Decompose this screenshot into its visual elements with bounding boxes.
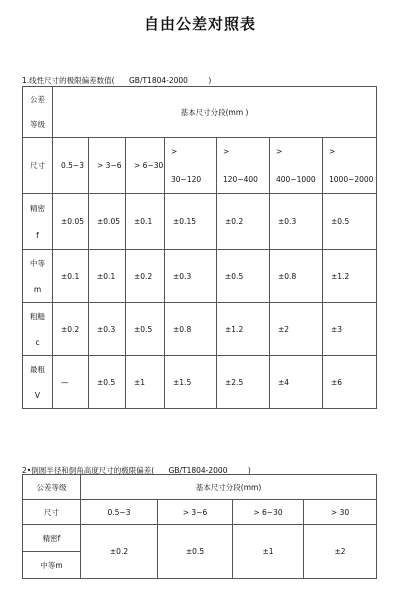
grade-cell (23, 194, 53, 250)
tolerance-value-cell: ±0.05 (53, 194, 89, 250)
size-cell (323, 138, 377, 194)
size-cell: > 30 (304, 500, 377, 525)
size-cell (270, 138, 323, 194)
size-prefix: > (223, 147, 230, 157)
tolerance-value-cell: ±0.2 (53, 303, 89, 356)
size-cell: > 6~30 (233, 500, 304, 525)
size-cell (53, 138, 89, 194)
tolerance-value-cell: ±0.5 (126, 303, 165, 356)
value-cell: ±0.2 (81, 525, 158, 579)
grade-name: 中等 (30, 259, 45, 268)
grade-name: 精密 (30, 203, 45, 213)
tolerance-value-cell: ±0.5 (217, 250, 270, 303)
range-header-cell: 基本尺寸分段(mm) (81, 475, 377, 500)
size-cell (89, 138, 126, 194)
size-cell (165, 138, 217, 194)
size-value: > 6~30 (134, 161, 164, 170)
tolerance-value-cell: ±0.3 (89, 303, 126, 356)
value-cell: ±2 (304, 525, 377, 579)
grade-header-cell (23, 87, 53, 138)
table1-size-row (23, 138, 377, 194)
section1-standard: GB/T1804-2000 (128, 76, 188, 85)
size-value: 400~1000 (276, 174, 316, 184)
grade-cell (23, 356, 53, 409)
table2-header-row (23, 475, 377, 500)
size-prefix: > (171, 147, 178, 157)
tolerance-value-cell: ±1 (126, 356, 165, 409)
grade-code: c (35, 338, 40, 347)
grade-name: 粗糙 (30, 312, 45, 321)
value-cell: ±1 (233, 525, 304, 579)
table1-grade-row (23, 356, 377, 409)
grade-code: m (33, 285, 42, 294)
grade-labels-cell (23, 525, 81, 579)
size-value: > 3~6 (97, 161, 122, 170)
table1-grade-row (23, 194, 377, 250)
tolerance-value-cell: ±0.3 (270, 194, 323, 250)
grade-cell (23, 303, 53, 356)
tolerance-value-cell: ±0.1 (53, 250, 89, 303)
tolerance-value-cell: ±0.8 (270, 250, 323, 303)
table2-value-row (23, 525, 377, 579)
tolerance-value-cell: ±0.2 (217, 194, 270, 250)
tolerance-value-cell: ±0.5 (89, 356, 126, 409)
tolerance-value-cell: ±3 (323, 303, 377, 356)
tolerance-value-cell: ±6 (323, 356, 377, 409)
grade-label: 精密f (42, 533, 61, 543)
table1-body (23, 194, 377, 409)
radius-chamfer-tolerance-table (22, 474, 377, 579)
tolerance-value-cell: ±1.2 (217, 303, 270, 356)
size-prefix: > (329, 147, 336, 157)
tolerance-value-cell: ±2.5 (217, 356, 270, 409)
grade-cell (23, 250, 53, 303)
table2-size-row (23, 500, 377, 525)
table1-header-row (23, 87, 377, 138)
size-prefix: > (276, 147, 283, 157)
size-value: 30~120 (171, 174, 202, 184)
tolerance-value-cell: ±0.1 (89, 250, 126, 303)
section1-caption-close: ) (208, 76, 212, 85)
document-title: 自由公差对照表 (143, 15, 256, 33)
range-header-cell: 基本尺寸分段(mm ) (53, 87, 377, 138)
tolerance-value-cell: ±0.15 (165, 194, 217, 250)
section1-caption (22, 75, 211, 86)
section2-caption-text: 2•倒圆半径和倒角高度尺寸的极限偏差( (22, 466, 155, 475)
linear-tolerance-table (22, 86, 377, 409)
size-cell (126, 138, 165, 194)
tolerance-value-cell: ±4 (270, 356, 323, 409)
size-cell (217, 138, 270, 194)
value-cell: ±0.5 (158, 525, 233, 579)
size-cell: > 3~6 (158, 500, 233, 525)
size-value: 1000~2000 (329, 174, 374, 184)
size-label-cell: 尺寸 (23, 138, 53, 194)
grade-header-line1: 公差 (30, 95, 45, 104)
grade-label: 中等m (23, 551, 80, 578)
grade-header-line2: 等级 (30, 120, 45, 129)
grade-name: 最粗 (30, 365, 45, 374)
tolerance-value-cell: ±0.1 (126, 194, 165, 250)
section1-caption-text: 1.线性尺寸的极限偏差数值( (22, 76, 115, 85)
tolerance-value-cell: ±0.3 (165, 250, 217, 303)
tolerance-value-cell: ±0.8 (165, 303, 217, 356)
grade-code: f (36, 231, 39, 241)
tolerance-value-cell: ±0.05 (89, 194, 126, 250)
section2-standard: GB/T1804-2000 (168, 466, 228, 475)
section2-caption-close: ) (247, 466, 251, 475)
tolerance-value-cell: — (53, 356, 89, 409)
grade-header-cell: 公差等级 (23, 475, 81, 500)
size-value: 0.5~3 (61, 161, 84, 170)
tolerance-value-cell: ±2 (270, 303, 323, 356)
table1-grade-row (23, 303, 377, 356)
table1-grade-row (23, 250, 377, 303)
tolerance-value-cell: ±0.5 (323, 194, 377, 250)
grade-code: V (34, 391, 41, 400)
size-cell: 0.5~3 (81, 500, 158, 525)
tolerance-value-cell: ±0.2 (126, 250, 165, 303)
tolerance-value-cell: ±1.2 (323, 250, 377, 303)
size-value: 120~400 (223, 174, 258, 184)
tolerance-value-cell: ±1.5 (165, 356, 217, 409)
size-label-cell: 尺寸 (23, 500, 81, 525)
